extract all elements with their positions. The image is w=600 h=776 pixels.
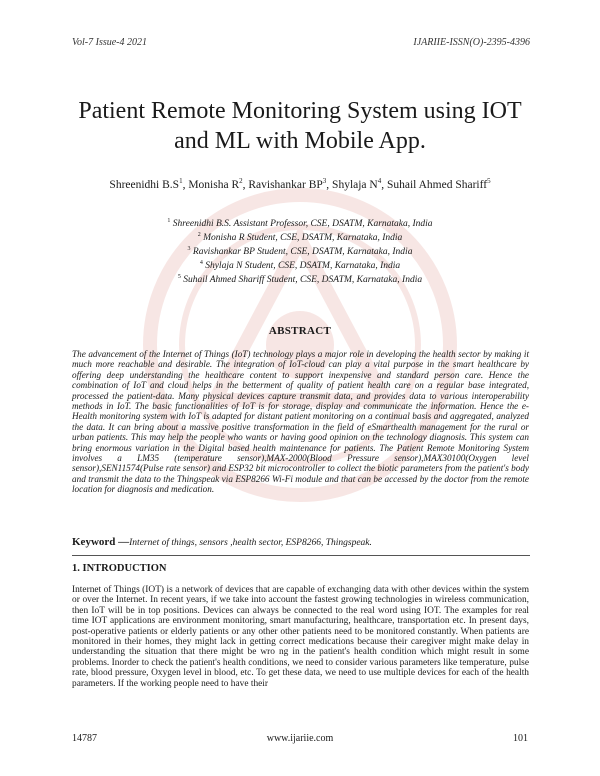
footer-number: 14787 <box>72 733 97 744</box>
keywords-line <box>72 536 532 548</box>
header-issn: IJARIIE-ISSN(O)-2395-4396 <box>413 37 530 48</box>
abstract-text: The advancement of the Internet of Things (IoT) technology plays a major role in developing the health sector by making it much more reachable and desirable. The integration of IoT-cloud can play a vital purpose in the smart healthcare by offering deep understanding the healthcare content to support inexpensive and standard person care. Hence the combination of IoT and cloud helps in the betterment of quality of patient health care on a regular base integrated, processed the patient-data. Many physical devices capture transmit data, and provides data to various interoperability methods in IoT. The basic functionalities of IoT is for storage, display and communicate the information. Hence the e-Health monitoring system with IoT is adapted for distant patient monitoring on a continual basis and aggregated, analyzed the data. It can bring about a massive positive transformation in the field of eSmarthealth management for the rural or urban patients. This may help the people who wants or having good opinion on the technology diagnosis. This system can bring enormous variation in the Digital based health maintenance for patients. The Patient Remote Monitoring System involves a LM35 (temperature sensor),MAX-2000(Blood Pressure sensor),MAX30100(Oxygen level sensor),SEN11574(Pulse rate sensor) and ESP32 bit microcontroller to collect the biotic parameters from the patient's body and transmit the data to the Thingspeak via ESP8266 Wi-Fi module and that can be accessed by the doctor from the remote location for diagnosis and medication. <box>72 349 529 495</box>
affiliation: $^1$ Shreenidhi B.S. Assistant Professor, CSE, DSATM, Karnataka, India <box>167 218 433 230</box>
affiliation: $^4$ Shylaja N Student, CSE, DSATM, Karnataka, India <box>199 259 401 272</box>
keyword-label: Keyword — <box>72 536 130 548</box>
header-volume: Vol-7 Issue-4 2021 <box>72 37 147 48</box>
footer-website: www.ijariie.com <box>266 733 334 744</box>
section-heading: 1. INTRODUCTION <box>72 563 167 574</box>
abstract-heading: ABSTRACT <box>268 325 332 337</box>
section-divider <box>72 555 530 556</box>
author: Shylaja $N^4$, <box>332 177 387 191</box>
title-line-1: Patient Remote Monitoring System using IOT <box>78 98 522 124</box>
author: Suhail Ahmed Shariff$^5$ <box>386 177 491 191</box>
introduction-text: Internet of Things (IOT) is a network of devices that are capable of exchanging data with other devices within the system or over the Internet. In recent years, if we take into account the fastest growing technologies in wireless communication, then IoT will be in top positions. Devices can always be connected to the real word using IOT. The examples for real time IOT applications are environment monitoring, smart manufacturing, healthcare, transportation etc. In present days, post-operative patients or elderly patients or any other other patients need to be monitored constantly. When patients are monitored in their homes, they might lack in getting correct medications because their caregiver might make delay in understanding the situation that there might be wro ng in the patient's health condition which might result in some problems. Inorder to check the patient's health conditions, we need to consider various parameters like temperature, pulse rate, blood pressure, Oxygen level in blood, etc. To get these data, we need to use multiple devices for each of the health parameters. If the working people need to have their <box>72 585 529 689</box>
affiliation: $^5$ Suhail Ahmed Shariff Student, CSE, DSATM, Karnataka, India <box>177 273 423 285</box>
title-line-2: and ML with Mobile App. <box>174 128 426 154</box>
keyword-list: Internet of things, sensors ,health sector, ESP8266, Thingspeak. <box>129 538 372 548</box>
affiliation-list <box>100 216 500 286</box>
affiliation: $^2$ Monisha R Student, CSE, DSATM, Karnataka, India <box>197 231 403 244</box>
author-list <box>40 177 560 191</box>
author: Monisha $R^2$, <box>188 177 249 191</box>
author: Ravishankar $BP^3$, <box>248 177 333 191</box>
page-number: 101 <box>513 733 528 744</box>
paper-title <box>40 96 560 156</box>
affiliation: $^3$ Ravishankar BP Student, CSE, DSATM, Karnataka, India <box>187 245 413 258</box>
author: Shreenidhi $B.S^1$, <box>109 177 189 191</box>
